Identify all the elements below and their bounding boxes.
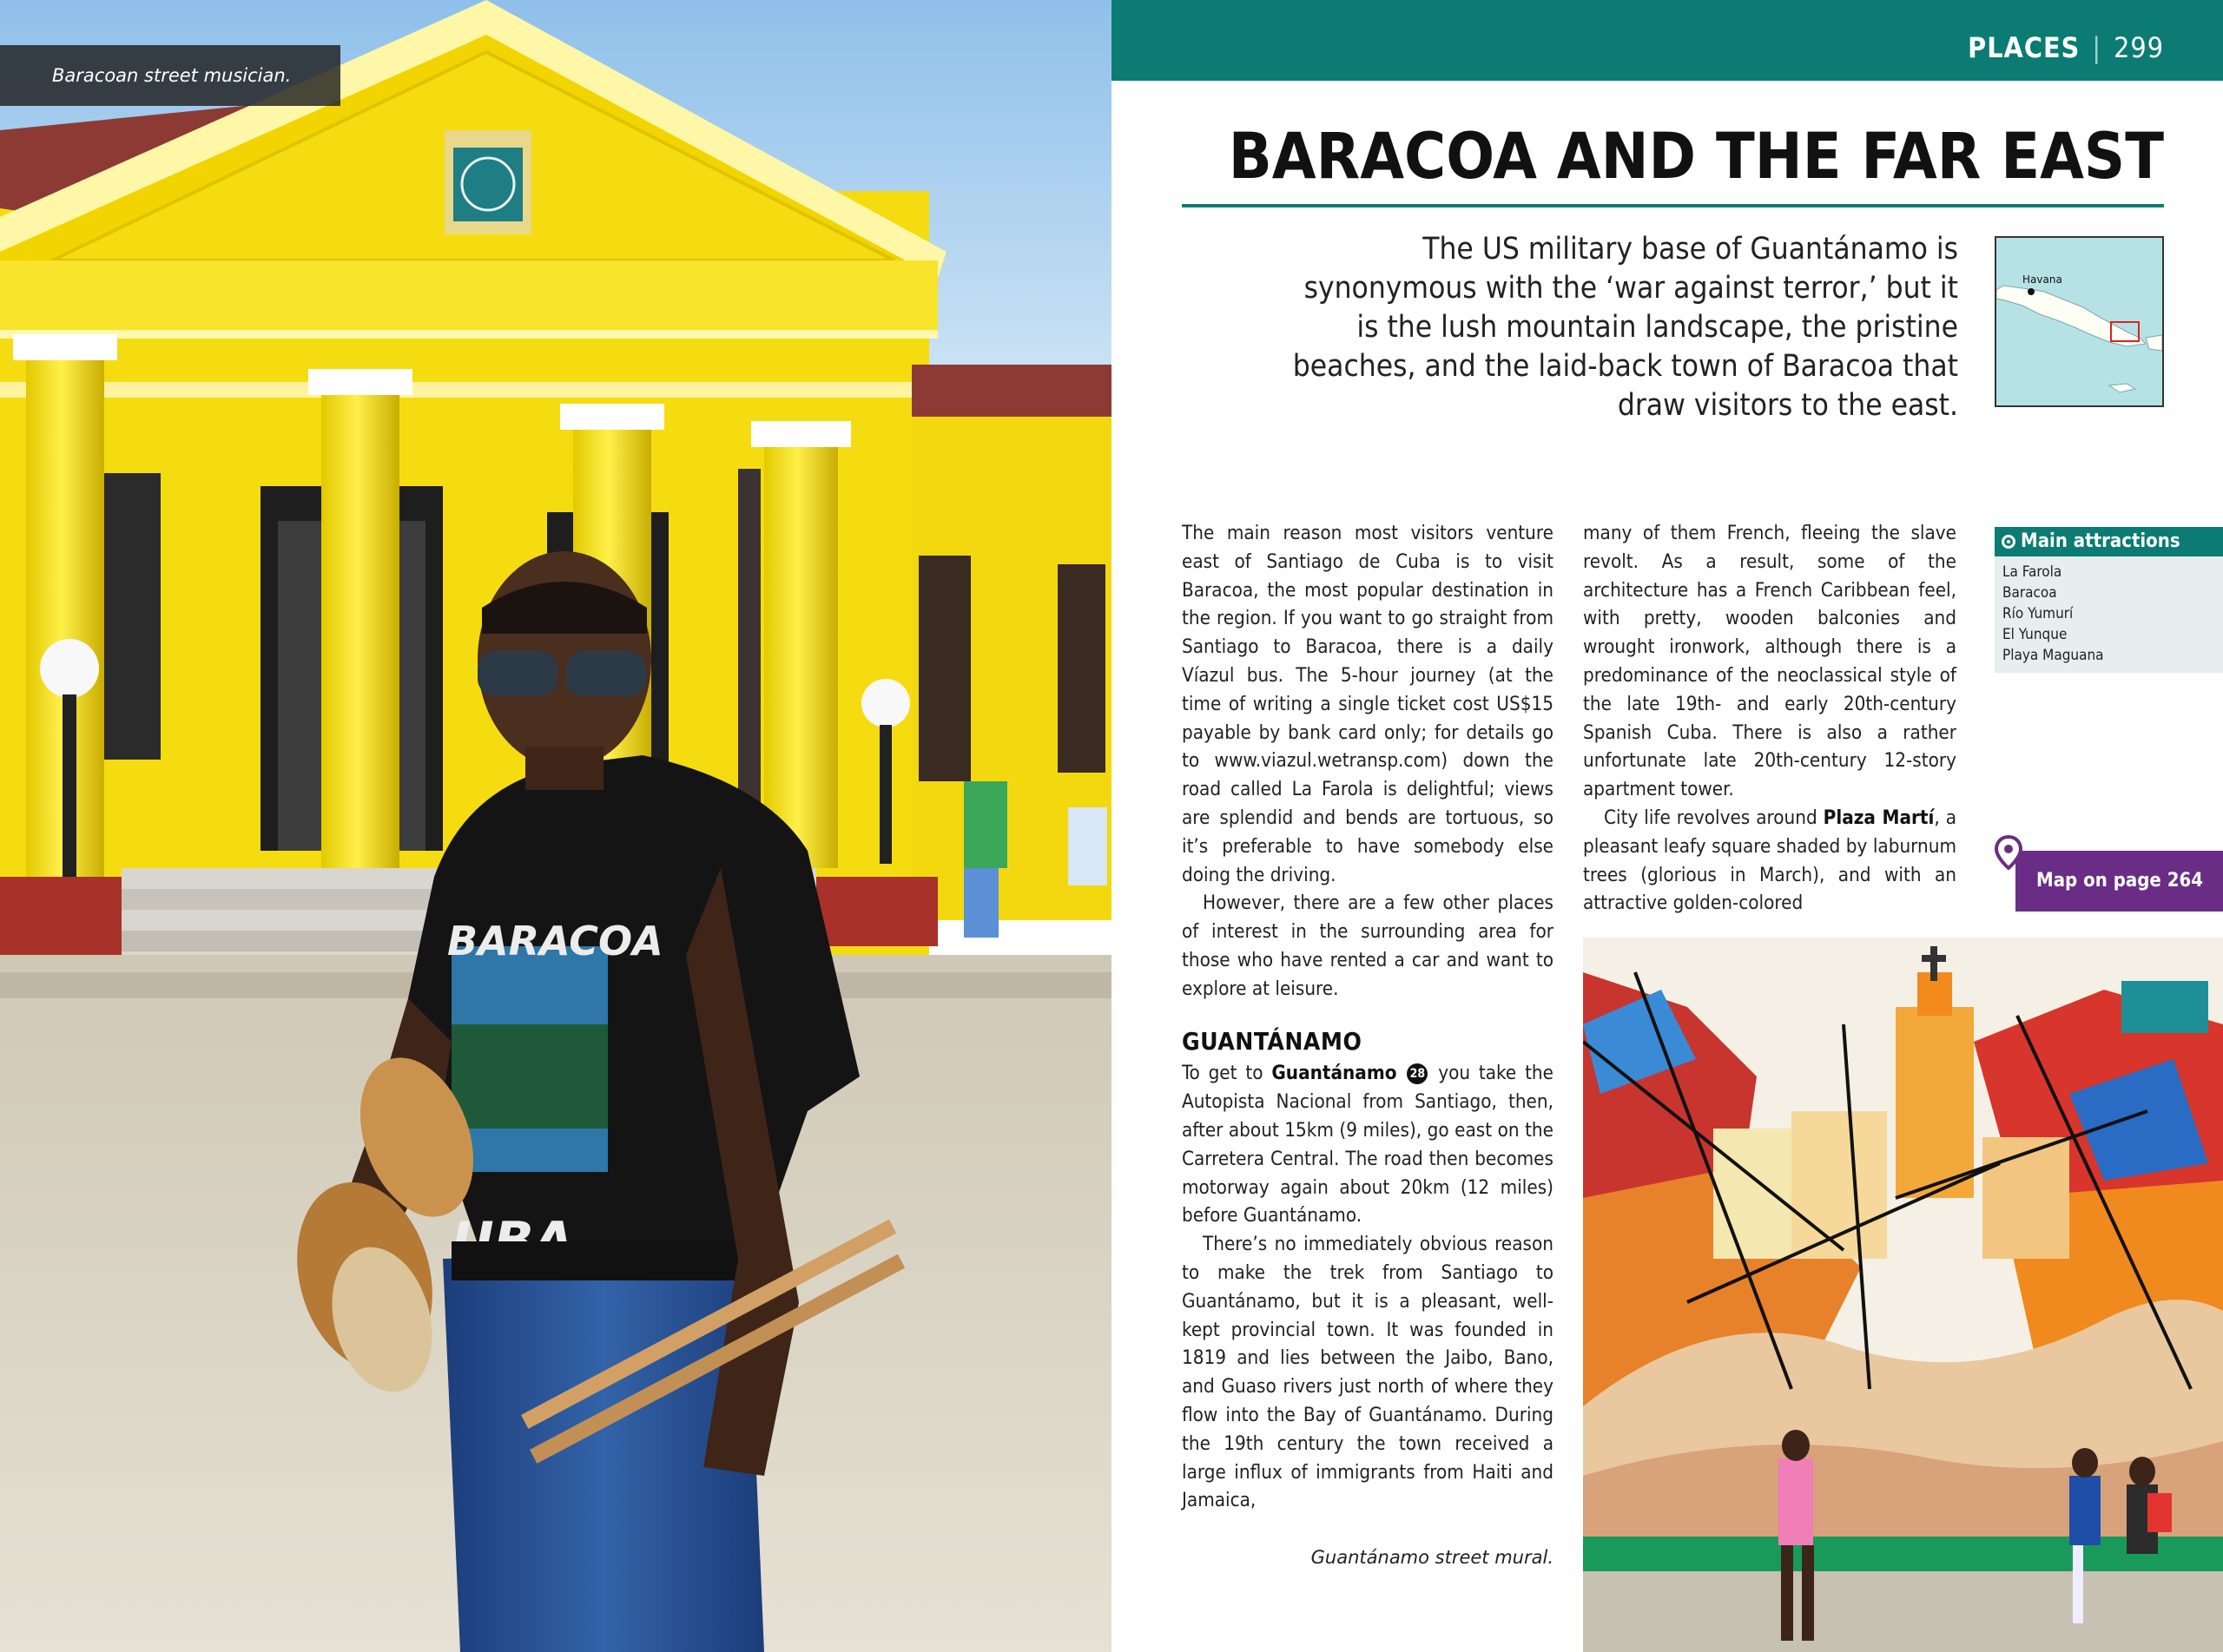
body-paragraph-2: However, there are a few other places of interest in the surrounding area for those who have rented a car and want to explore at leisure. bbox=[1182, 892, 1553, 1000]
map-reference-tab[interactable]: Map on page 264 bbox=[2015, 851, 2223, 912]
body-paragraph-6 bbox=[1583, 804, 1956, 918]
p6-bold-plaza-marti: Plaza Martí bbox=[1823, 806, 1935, 829]
body-paragraph-1: The main reason most visitors venture east of Santiago de Cuba is to visit Baracoa, the most popular destination in the region. If you want to go straight from Santiago to Baracoa, there is a daily Víazul bus. The 5-hour journey (at the time of writing a single ticket cost US$15 payable by bank card only; for details go to www.viazul.wetransp.com) down the road called La Farola is delightful; views are splendid and bends are tortuous, so it’s preferable to have somebody else doing the driving. bbox=[1182, 522, 1553, 886]
map-marker-number: 28 bbox=[1407, 1063, 1428, 1084]
photo-caption-mural: Guantánamo street mural. bbox=[1310, 1547, 1553, 1568]
target-icon bbox=[2002, 535, 2015, 549]
running-head bbox=[1968, 0, 2164, 81]
attraction-item: Río Yumurí bbox=[2002, 605, 2074, 622]
section-label: PLACES bbox=[1968, 31, 2081, 64]
subheading-guantanamo: GUANTÁNAMO bbox=[1182, 1026, 1362, 1056]
attraction-item: Playa Maguana bbox=[2002, 647, 2104, 664]
mural-photo bbox=[1583, 938, 2223, 1652]
main-attractions-list bbox=[1995, 556, 2223, 673]
page-number: 299 bbox=[2114, 31, 2164, 64]
page-header-band bbox=[1112, 0, 2223, 81]
p3-text-post: you take the Autopista Nacional from Santiago, then, after about 15km (9 miles), go east on the Carretera Central. The road then becomes motorway again about 20km (12 miles) before Guantánamo. bbox=[1182, 1062, 1553, 1227]
body-paragraph-3 bbox=[1182, 1059, 1553, 1230]
body-paragraph-4: There’s no immediately obvious reason to make the trek from Santiago to Guantánamo, but it is a pleasant, well-kept provincial town. It was founded in 1819 and lies between the Jaibo, Bano, and Guaso rivers just north of where they flow into the Bay of Guantánamo. During the 19th century the town received a large influx of immigrants from Haiti and Jamaica, bbox=[1182, 1233, 1553, 1512]
body-column-2 bbox=[1583, 519, 1956, 918]
main-attractions-title: Main attractions bbox=[2021, 530, 2180, 552]
photo-caption-musician: Baracoan street musician. bbox=[0, 45, 340, 106]
chapter-title: BARACOA AND THE FAR EAST bbox=[1228, 120, 2164, 194]
map-pin-icon bbox=[1994, 835, 2023, 870]
main-attractions-box bbox=[1995, 527, 2223, 673]
title-rule bbox=[1182, 204, 2164, 207]
shirt-text-top: BARACOA bbox=[447, 918, 663, 964]
p6-text-pre: City life revolves around bbox=[1604, 806, 1824, 829]
p3-text-pre: To get to bbox=[1182, 1062, 1272, 1085]
attraction-item: La Farola bbox=[2002, 563, 2062, 581]
header-separator: | bbox=[2092, 31, 2102, 64]
p6-text-post: , a pleasant leafy square shaded by laburnum trees (glorious in March), and with an attractive golden-colored bbox=[1583, 806, 1957, 915]
attraction-item: El Yunque bbox=[2002, 626, 2068, 643]
map-label-havana: Havana bbox=[2022, 273, 2062, 286]
locator-map bbox=[1995, 236, 2164, 407]
body-column-1 bbox=[1182, 519, 1553, 1515]
body-paragraph-5: many of them French, fleeing the slave revolt. As a result, some of the architecture has a French Caribbean feel, with pretty, wooden balconies and wrought ironwork, although there is a predominance of the neoclassical style of the late 19th- and early 20th-century Spanish Cuba. There is also a rather unfortunate late 20th-century 12-story apartment tower. bbox=[1583, 522, 1956, 801]
main-attractions-heading bbox=[1995, 527, 2223, 556]
chapter-intro: The US military base of Guantánamo is synonymous with the ‘war against terror,’ but it is the lush mountain landscape, the pristine beaches, and the laid-back town of Baracoa that draw visitors to the east. bbox=[1292, 232, 1958, 423]
p3-bold-guantanamo: Guantánamo bbox=[1271, 1062, 1397, 1085]
attraction-item: Baracoa bbox=[2002, 584, 2057, 602]
